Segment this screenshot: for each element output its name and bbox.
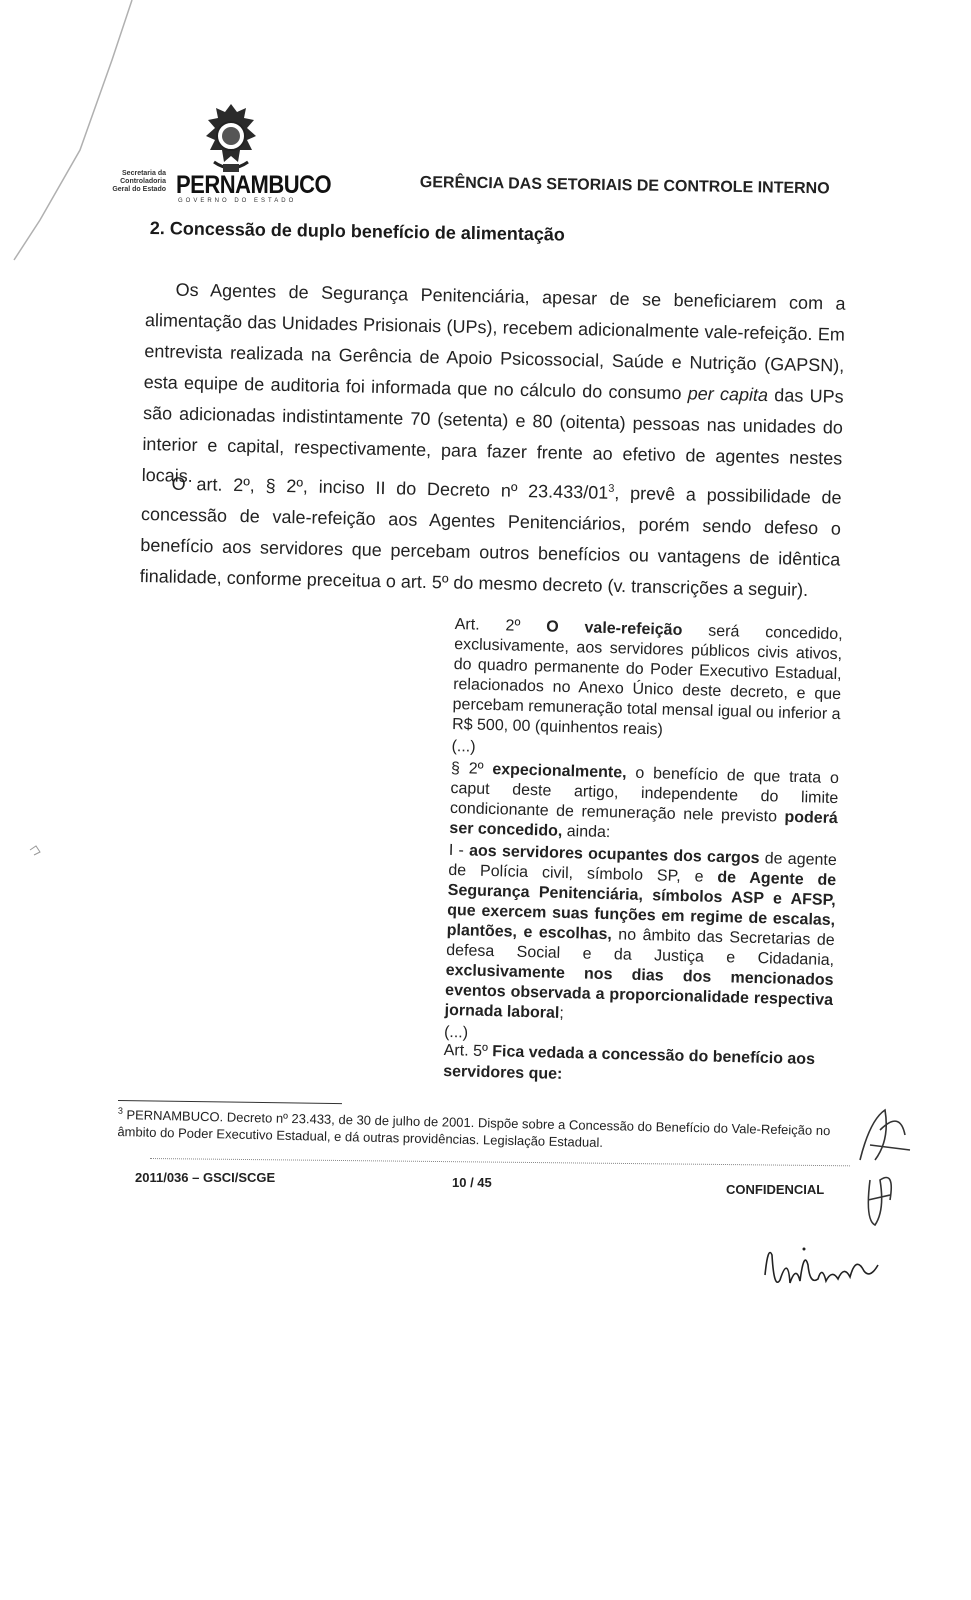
par2-bold-2: poderá ser concedido, bbox=[449, 808, 839, 840]
inc1-bold-1: aos servidores ocupantes dos cargos bbox=[468, 842, 760, 868]
p1-italic: per capita bbox=[687, 383, 769, 406]
quote-ellipsis-1: (...) bbox=[451, 737, 476, 756]
handwritten-signature-icon bbox=[760, 1235, 890, 1305]
footnote bbox=[117, 1106, 838, 1156]
legal-quote bbox=[444, 615, 843, 1055]
quote-inciso-1 bbox=[444, 841, 837, 1031]
p2-text-b: , prevê a possibilidade de concessão de vale-refeição aos Agentes Penitenciários, porém sendo defeso o benefício aos servidores que percebam outros benefícios ou vantagens de idêntica finalidade, conforme preceitua o art. 5º do mesmo decreto (v. transcrições a seguir). bbox=[139, 482, 842, 600]
brand-name: PERNAMBUCO bbox=[176, 170, 332, 199]
handwritten-initials-icon bbox=[840, 1100, 940, 1230]
org-small-text bbox=[108, 170, 166, 194]
p1-text-a: Os Agentes de Segurança Penitenciária, apesar de se beneficiarem com a alimentação das Unidades Prisionais (UPs), recebem adicionalmente vale-refeição. Em entrevista realizada na Gerência de Apoio Psicossocial, Saúde e Nutrição (GAPSN), esta equipe de auditoria foi informada que no cálculo do consumo bbox=[143, 279, 846, 404]
inc1-prefix: I - bbox=[448, 841, 470, 860]
footnote-ref: 3 bbox=[608, 482, 615, 495]
p1-text-b: das UPs são adicionadas indistintamente 70 (setenta) e 80 (oitenta) pessoas nas unidades do interior e capital, respectivamente, para fazer frente ao efetivo de agentes nestes locais. bbox=[141, 385, 844, 487]
footer-rule bbox=[150, 1158, 850, 1166]
art5-prefix: Art. 5º bbox=[443, 1041, 493, 1061]
org-line-3: Geral do Estado bbox=[112, 186, 166, 193]
art2-rest: será concedido, exclusivamente, aos servidores públicos civis ativos, do quadro permanente do Poder Executivo Estadual, relacionados no Anexo Único deste decreto, e que percebam remuneração total mensal igual ou inferior a R$ 500, 00 (quinhentos reais) bbox=[451, 621, 843, 739]
quote-paragraph-2 bbox=[449, 759, 839, 849]
footer-doc-id: 2011/036 – GSCI/SCGE bbox=[135, 1170, 276, 1185]
p2-text-a: O art. 2º, § 2º, inciso II do Decreto nº 23.433/01 bbox=[171, 473, 609, 503]
footnote-text: PERNAMBUCO. Decreto nº 23.433, de 30 de julho de 2001. Dispõe sobre a Concessão do Benefício do Vale-Refeição no âmbito do Poder Executivo Estadual, e dá outras providências. Legislação Estadual. bbox=[117, 1107, 831, 1151]
par2-mid: o benefício de que trata o caput deste artigo, independente do limite condicionante de remuneração nele previsto bbox=[449, 764, 840, 826]
header-logo-block bbox=[108, 100, 332, 220]
footer-page-number: 10 / 45 bbox=[452, 1175, 492, 1190]
art2-bold: O vale-refeição bbox=[545, 618, 683, 639]
brand-subtitle: GOVERNO DO ESTADO bbox=[178, 198, 297, 204]
par2-end: ainda: bbox=[562, 822, 611, 842]
inc1-end: ; bbox=[559, 1004, 564, 1022]
section-title: 2. Concessão de duplo benefício de alimentação bbox=[149, 218, 566, 245]
org-line-1: Secretaria da bbox=[122, 170, 166, 177]
footnote-rule bbox=[118, 1100, 342, 1104]
art5-bold: Fica vedada a concessão do benefício aos servidores que: bbox=[443, 1043, 816, 1083]
footnote-marker: 3 bbox=[117, 1105, 124, 1116]
org-line-2: Controladoria bbox=[120, 178, 166, 185]
footer-classification: CONFIDENCIAL bbox=[726, 1182, 825, 1197]
par2-bold-1: expecionalmente, bbox=[492, 761, 627, 782]
department-header: GERÊNCIA DAS SETORIAIS DE CONTROLE INTERNO bbox=[419, 174, 830, 198]
art2-prefix: Art. 2º bbox=[454, 615, 547, 636]
inc1-bold-3: exclusivamente nos dias dos mencionados eventos observada a proporcionalidade respectiva jornada laboral bbox=[444, 961, 834, 1022]
inc1-bold-2: de Agente de Segurança Penitenciária, símbolos ASP e AFSP, que exercem suas funções em regime de escalas, plantões, e escolhas, bbox=[446, 868, 837, 944]
quote-ellipsis-2: (...) bbox=[443, 1023, 469, 1042]
inc1-mid-1: de agente de Polícia civil, símbolo SP, e bbox=[448, 850, 837, 886]
quote-art5 bbox=[443, 1040, 839, 1092]
par2-prefix: § 2º bbox=[450, 759, 493, 779]
inc1-mid-2: no âmbito das Secretarias de defesa Social e da Justiça e Cidadania, bbox=[445, 926, 835, 970]
quote-art2 bbox=[452, 615, 843, 745]
coat-of-arms-icon bbox=[192, 100, 270, 178]
paragraph-2 bbox=[139, 468, 841, 607]
